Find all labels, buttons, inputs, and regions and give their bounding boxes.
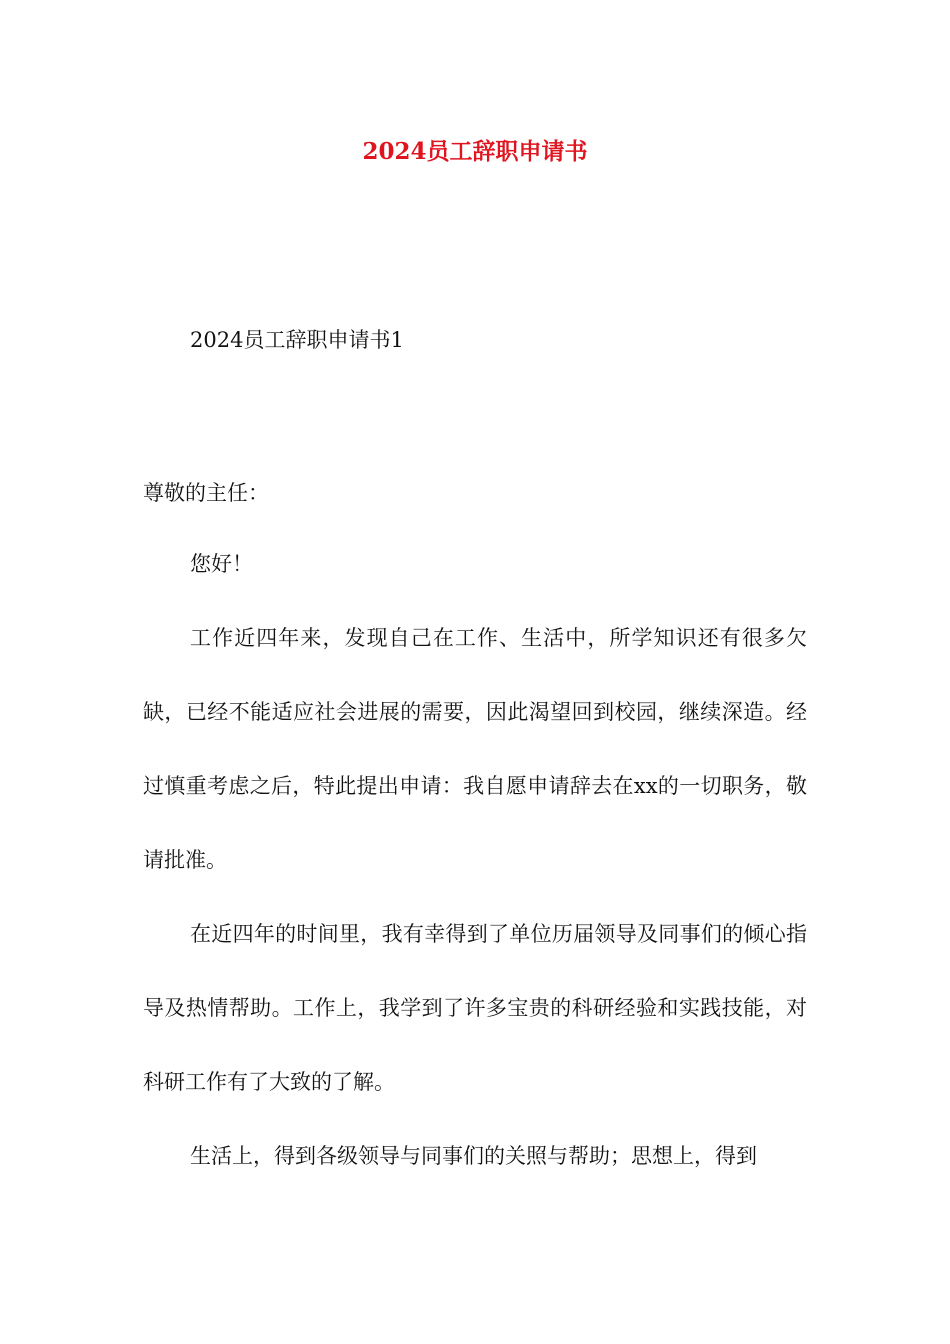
paragraph-life-thoughts: 生活上，得到各级领导与同事们的关照与帮助；思想上，得到: [190, 1144, 757, 1168]
paragraph-resignation-reason: 工作近四年来，发现自己在工作、生活中，所学知识还有很多欠缺，已经不能适应社会进展的需要，因此渴望回到校园，继续深造。经过慎重考虑之后，特此提出申请：我自愿申请辞去在xx的一切职务，敬请批准。: [143, 626, 807, 872]
paragraph-greeting: 您好！: [190, 552, 253, 576]
document-title: 2024员工辞职申请书: [362, 138, 588, 165]
document-subtitle: 2024员工辞职申请书1: [190, 328, 404, 352]
salutation: 尊敬的主任：: [143, 481, 269, 505]
body-paragraphs: [143, 527, 807, 1193]
paragraph-gratitude: 在近四年的时间里，我有幸得到了单位历届领导及同事们的倾心指导及热情帮助。工作上，我学到了许多宝贵的科研经验和实践技能，对科研工作有了大致的了解。: [143, 922, 807, 1094]
